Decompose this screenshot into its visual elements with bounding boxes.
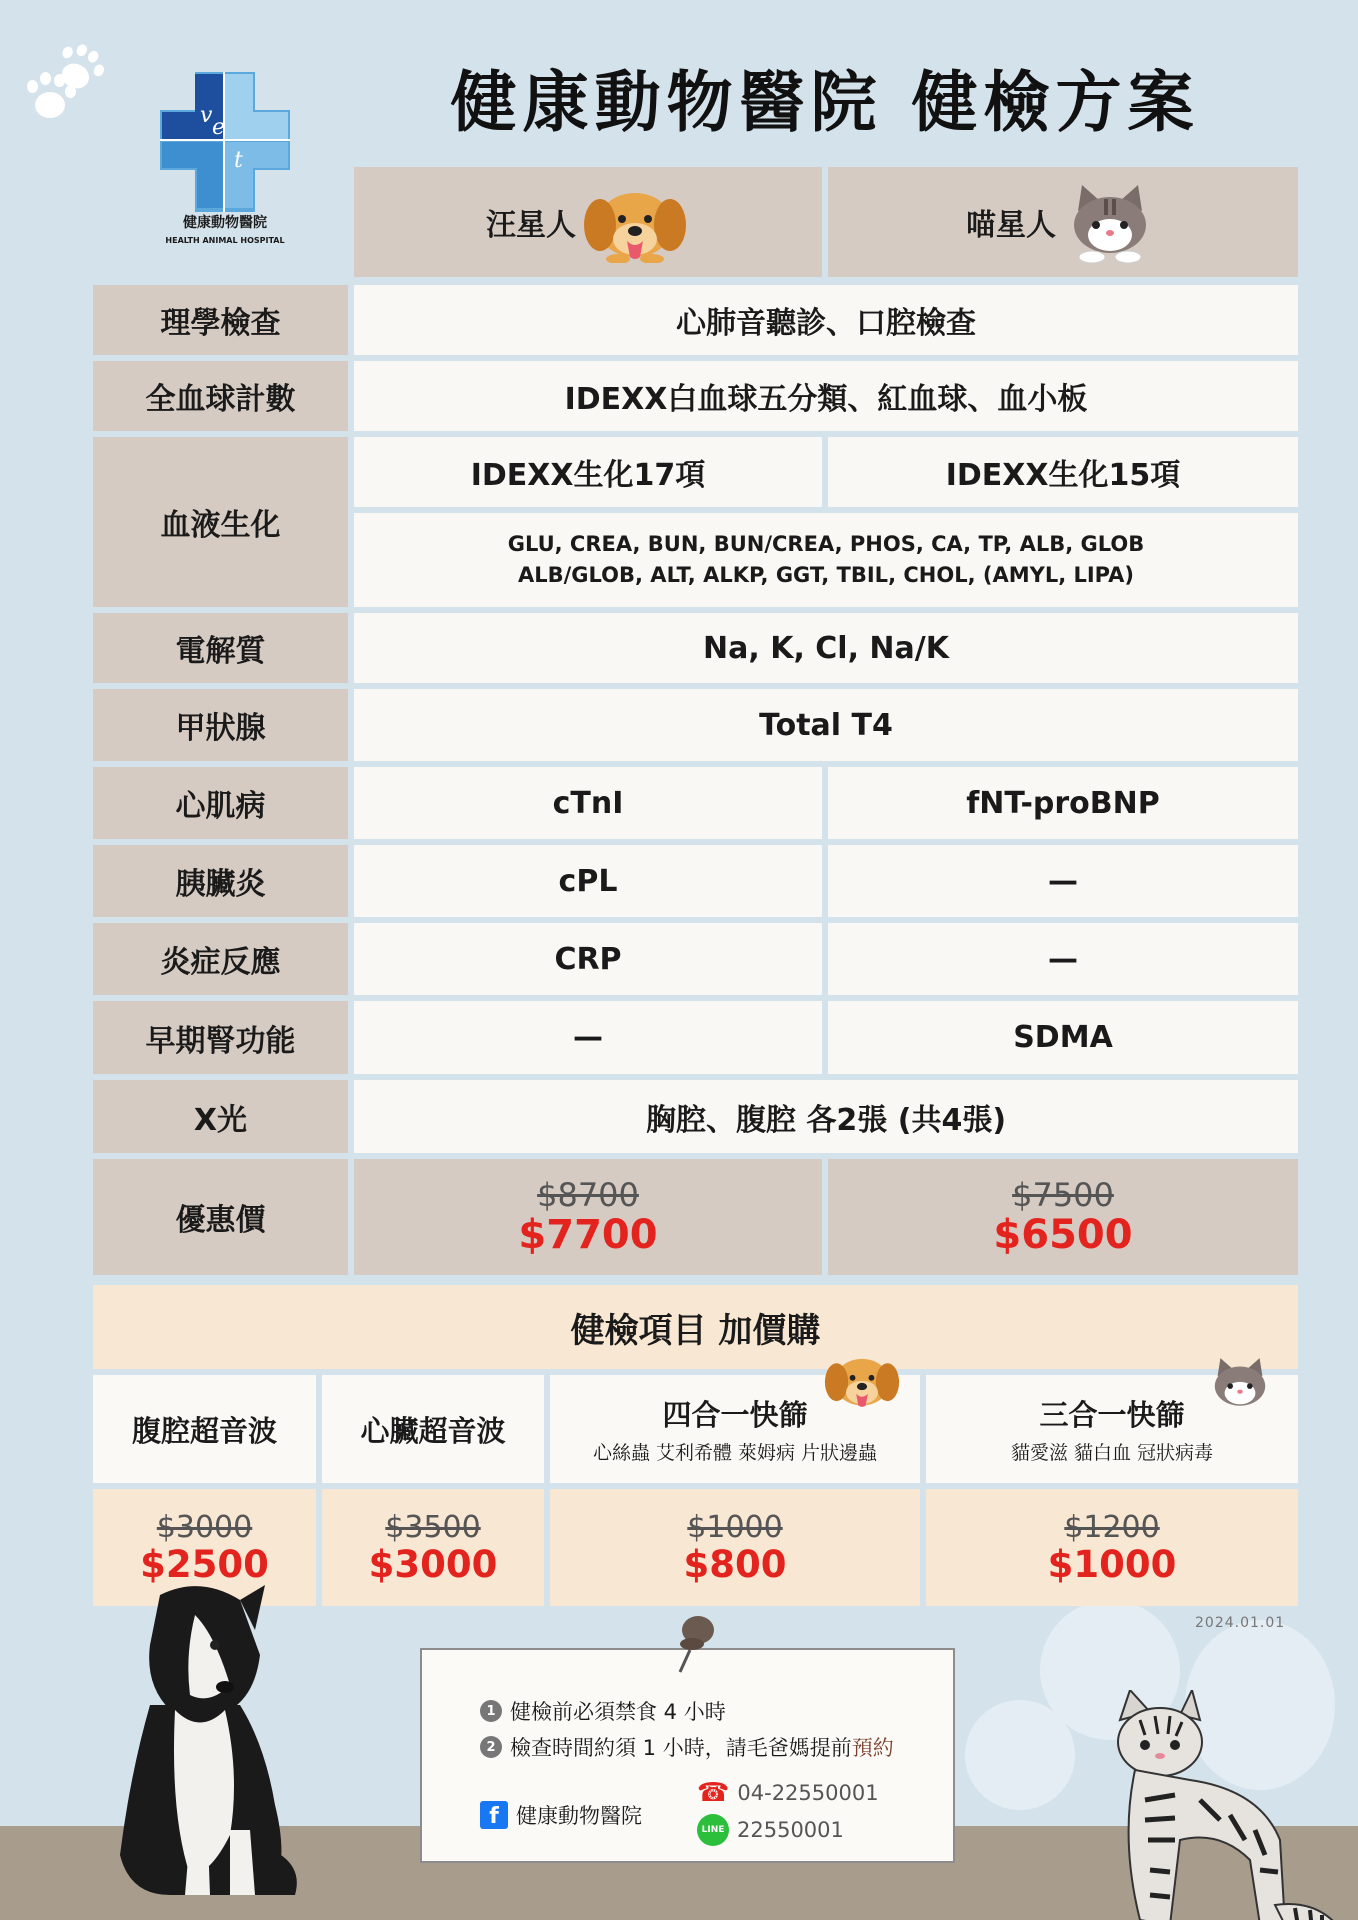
notice-number-2: 2 — [480, 1736, 502, 1758]
row-value-chem-detail — [354, 513, 1298, 607]
column-header-dog-label: 汪星人 — [486, 208, 576, 243]
row-value-inflammation-cat: — — [828, 923, 1298, 995]
addon-price-original: $3000 — [156, 1509, 253, 1545]
facebook-page-name: 健康動物醫院 — [516, 1804, 642, 1828]
row-value-xray: 胸腔、腹腔 各2張 (共4張) — [354, 1080, 1298, 1153]
notice-text-1: 健檢前必須禁食 4 小時 — [510, 1700, 726, 1724]
notice-card — [420, 1648, 955, 1863]
logo-letter-e: e — [212, 115, 226, 140]
addon-price-discounted: $3000 — [368, 1542, 498, 1586]
row-label-kidney: 早期腎功能 — [93, 1001, 348, 1074]
chem-detail-line-1: GLU, CREA, BUN, BUN/CREA, PHOS, CA, TP, ALB, GLOB — [507, 532, 1145, 556]
addon-price-3in1-test — [926, 1489, 1298, 1606]
notice-text-2a: 檢查時間約須 1 小時，請毛爸媽提前 — [510, 1736, 852, 1760]
price-cat-discounted: $6500 — [993, 1212, 1133, 1258]
addon-price-4in1-test — [550, 1489, 920, 1606]
column-header-cat — [828, 167, 1298, 277]
logo-letter-v: v — [200, 103, 213, 128]
phone-contact[interactable] — [697, 1778, 879, 1808]
addon-price-discounted: $800 — [683, 1542, 787, 1586]
addon-item-name: 心臟超音波 — [360, 1413, 506, 1448]
row-label-inflammation: 炎症反應 — [93, 923, 348, 995]
notice-text-2b: 預約 — [851, 1736, 894, 1760]
row-value-kidney-cat: SDMA — [828, 1001, 1298, 1074]
line-contact[interactable] — [697, 1814, 844, 1846]
price-dog-discounted: $7700 — [518, 1212, 658, 1258]
row-value-chem-cat: IDEXX生化15項 — [828, 437, 1298, 507]
addon-item-name: 四合一快篩 — [662, 1398, 808, 1432]
notice-line-1 — [480, 1696, 726, 1726]
line-app-icon: LINE — [697, 1814, 729, 1846]
line-id: 22550001 — [737, 1818, 844, 1842]
row-value-cbc: IDEXX白血球五分類、紅血球、血小板 — [354, 361, 1298, 431]
addon-price-discounted: $2500 — [140, 1542, 269, 1586]
cat-face-icon — [1060, 181, 1160, 263]
addon-item-abdominal-ultrasound — [93, 1375, 316, 1483]
row-label-cardio: 心肌病 — [93, 767, 348, 839]
price-dog — [354, 1159, 822, 1275]
row-label-physical: 理學檢查 — [93, 285, 348, 355]
phone-number: 04-22550001 — [737, 1781, 879, 1805]
addon-price-cardiac-ultrasound — [322, 1489, 544, 1606]
addon-title: 健檢項目 加價購 — [93, 1285, 1298, 1369]
row-label-cbc: 全血球計數 — [93, 361, 348, 431]
row-label-electrolyte: 電解質 — [93, 613, 348, 683]
hospital-logo — [150, 72, 300, 252]
logo-letter-t: t — [234, 148, 243, 173]
price-cat — [828, 1159, 1298, 1275]
dog-face-icon — [580, 181, 690, 263]
addon-price-discounted: $1000 — [1047, 1542, 1177, 1586]
row-value-chem-dog: IDEXX生化17項 — [354, 437, 822, 507]
facebook-icon: f — [480, 1801, 508, 1829]
addon-item-sub: 心絲蟲 艾利希體 萊姆病 片狀邊蟲 — [592, 1442, 878, 1464]
addon-price-original: $1200 — [1064, 1509, 1160, 1545]
chem-detail-line-2: ALB/GLOB, ALT, ALKP, GGT, TBIL, CHOL, (AMYL, LIPA) — [517, 563, 1134, 587]
row-value-physical: 心肺音聽診、口腔檢查 — [354, 285, 1298, 355]
row-value-pancreas-cat: — — [828, 845, 1298, 917]
notice-line-2 — [480, 1732, 894, 1762]
background-circle — [965, 1700, 1075, 1810]
row-label-chem: 血液生化 — [93, 437, 348, 607]
row-value-cardio-cat: fNT-proBNP — [828, 767, 1298, 839]
row-label-thyroid: 甲狀腺 — [93, 689, 348, 761]
price-dog-original: $8700 — [537, 1176, 639, 1214]
row-value-electrolyte: Na, K, Cl, Na/K — [354, 613, 1298, 683]
addon-price-original: $3500 — [385, 1509, 481, 1545]
addon-item-name: 三合一快篩 — [1039, 1398, 1185, 1432]
issue-date: 2024.01.01 — [1195, 1615, 1286, 1631]
price-cat-original: $7500 — [1012, 1176, 1114, 1214]
row-value-pancreas-dog: cPL — [354, 845, 822, 917]
logo-english-name: HEALTH ANIMAL HOSPITAL — [165, 236, 285, 245]
facebook-contact[interactable] — [480, 1800, 642, 1830]
addon-item-cardiac-ultrasound — [322, 1375, 544, 1483]
notice-number-1: 1 — [480, 1700, 502, 1722]
row-label-price: 優惠價 — [93, 1159, 348, 1275]
push-pin-icon — [670, 1610, 720, 1675]
row-label-xray: X光 — [93, 1080, 348, 1153]
row-value-thyroid: Total T4 — [354, 689, 1298, 761]
tabby-cat-illustration — [1100, 1690, 1340, 1920]
vet-cross-icon — [150, 72, 300, 212]
logo-hospital-name: 健康動物醫院 — [183, 215, 267, 231]
row-label-pancreas: 胰臟炎 — [93, 845, 348, 917]
addon-item-sub: 貓愛滋 貓白血 冠狀病毒 — [1010, 1442, 1214, 1464]
column-header-dog — [354, 167, 822, 277]
row-value-kidney-dog: — — [354, 1001, 822, 1074]
row-value-cardio-dog: cTnI — [354, 767, 822, 839]
cat-face-icon — [1205, 1355, 1275, 1413]
phone-icon: ☎ — [697, 1778, 730, 1808]
addon-price-original: $1000 — [687, 1509, 783, 1545]
addon-item-name: 腹腔超音波 — [131, 1413, 277, 1448]
column-header-cat-label: 喵星人 — [966, 208, 1056, 243]
border-collie-illustration — [90, 1575, 320, 1905]
dog-face-icon — [822, 1350, 902, 1410]
row-value-inflammation-dog: CRP — [354, 923, 822, 995]
page-title: 健康動物醫院 健檢方案 — [450, 63, 1200, 141]
